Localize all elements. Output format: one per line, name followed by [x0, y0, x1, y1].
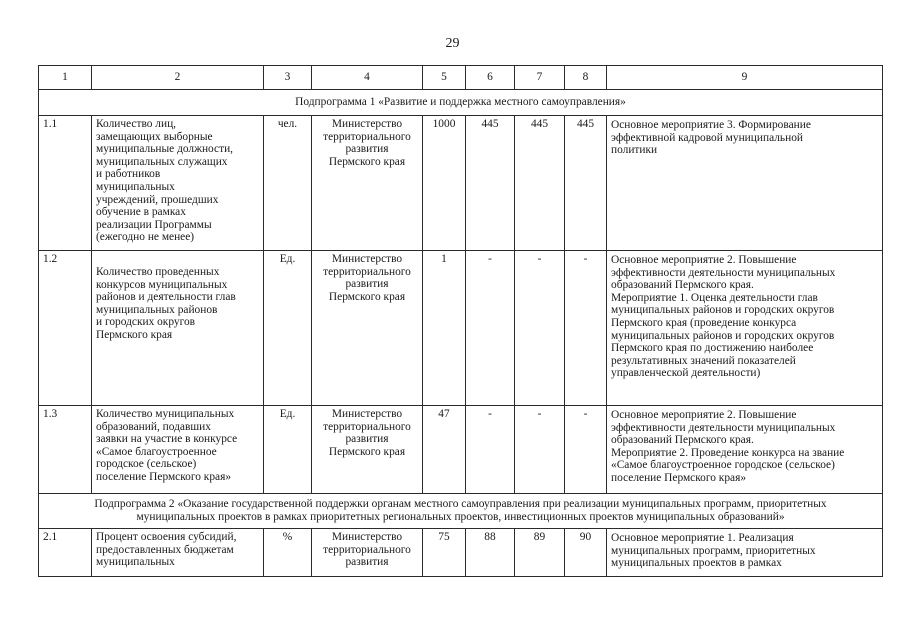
row-number: 1.3: [39, 406, 92, 494]
responsible-org: Министерство территориального развития Пермского края: [312, 116, 423, 251]
value-col8: -: [565, 406, 607, 494]
column-number-3: 3: [264, 66, 312, 90]
value-col6: 445: [466, 116, 515, 251]
subprogram-2-title: Подпрограмма 2 «Оказание государственной поддержки органам местного самоуправления при реализации муниципальных программ, приоритетных муниципальных проектов в рамках приоритетных региональных проектов, инвестиционных проектов муниципальных образований»: [39, 494, 883, 529]
column-number-5: 5: [423, 66, 466, 90]
value-col7: 445: [515, 116, 565, 251]
subprogram-1-title: Подпрограмма 1 «Развитие и поддержка местного самоуправления»: [39, 90, 883, 116]
value-col7: -: [515, 406, 565, 494]
unit-cell: Ед.: [264, 406, 312, 494]
column-number-7: 7: [515, 66, 565, 90]
value-col8: -: [565, 251, 607, 406]
activity-description: Основное мероприятие 2. Повышение эффективности деятельности муниципальных образований Пермского края. Мероприятие 2. Проведение конкурса на звание «Самое благоустроенное городское (сельское) поселение Пермского края»: [607, 406, 883, 494]
page-number: 29: [445, 36, 460, 51]
column-numbers-row: [39, 66, 883, 90]
unit-cell: Ед.: [264, 251, 312, 406]
value-col7: 89: [515, 529, 565, 577]
responsible-org: Министерство территориального развития Пермского края: [312, 406, 423, 494]
indicator-name: Количество муниципальных образований, подавших заявки на участие в конкурсе «Самое благоустроенное городское (сельское) поселение Пермского края»: [92, 406, 264, 494]
value-col5: 75: [423, 529, 466, 577]
subprogram-1-row: [39, 90, 883, 116]
activity-description: Основное мероприятие 3. Формирование эффективной кадровой муниципальной политики: [607, 116, 883, 251]
row-number: 1.2: [39, 251, 92, 406]
column-number-6: 6: [466, 66, 515, 90]
value-col6: -: [466, 406, 515, 494]
value-col5: 1: [423, 251, 466, 406]
column-number-2: 2: [92, 66, 264, 90]
table-row: [39, 116, 883, 251]
indicator-name: Процент освоения субсидий, предоставленных бюджетам муниципальных: [92, 529, 264, 577]
activity-description: Основное мероприятие 1. Реализация муниципальных программ, приоритетных муниципальных проектов в рамках: [607, 529, 883, 577]
column-number-1: 1: [39, 66, 92, 90]
table-row: [39, 406, 883, 494]
value-col8: 445: [565, 116, 607, 251]
table-row: [39, 251, 883, 406]
column-number-4: 4: [312, 66, 423, 90]
column-number-8: 8: [565, 66, 607, 90]
value-col6: 88: [466, 529, 515, 577]
responsible-org: Министерство территориального развития Пермского края: [312, 251, 423, 406]
indicator-name: Количество проведенных конкурсов муниципальных районов и деятельности глав муниципальных районов и городских округов Пермского края: [92, 251, 264, 406]
activity-description: Основное мероприятие 2. Повышение эффективности деятельности муниципальных образований Пермского края. Мероприятие 1. Оценка деятельности глав муниципальных районов и городских округов Пермского края (проведение конкурса муниципальных районов и городских округов Пермского края по достижению наиболее результативных значений показателей управленческой деятельности): [607, 251, 883, 406]
row-number: 2.1: [39, 529, 92, 577]
value-col5: 47: [423, 406, 466, 494]
unit-cell: чел.: [264, 116, 312, 251]
value-col7: -: [515, 251, 565, 406]
value-col8: 90: [565, 529, 607, 577]
table-row: [39, 529, 883, 577]
column-number-9: 9: [607, 66, 883, 90]
value-col6: -: [466, 251, 515, 406]
unit-cell: %: [264, 529, 312, 577]
row-number: 1.1: [39, 116, 92, 251]
indicator-name: Количество лиц, замещающих выборные муниципальные должности, муниципальных служащих и работников муниципальных учреждений, прошедших обучение в рамках реализации Программы (ежегодно не менее): [92, 116, 264, 251]
subprogram-2-row: [39, 494, 883, 529]
value-col5: 1000: [423, 116, 466, 251]
responsible-org: Министерство территориального развития: [312, 529, 423, 577]
indicators-table: [38, 65, 883, 577]
